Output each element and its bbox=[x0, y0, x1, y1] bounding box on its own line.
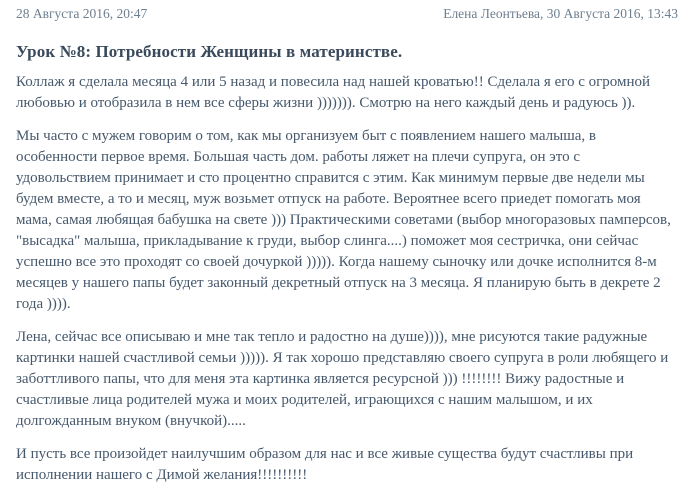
paragraph-2: Мы часто с мужем говорим о том, как мы организуем быт с появлением нашего малыша, в особенности первое время. Большая часть дом. работы ляжет на плечи супруга, он это с удовольствием принимает и сто процентно справится с этим. Как минимум первые две недели мы будем вместе, а то и месяц, муж возьмет отпуск на работе. Вероятнее всего приедет помогать моя мама, самая любящая бабушка на свете ))) Практическими советами (выбор многоразовых памперсов, "высадка" малыша, прикладывание к груди, выбор слинга....) поможет моя сестричка, они сейчас успешно все это проходят со своей дочуркой ))))). Когда нашему сыночку или дочке исполнится 8-м месяцев у нашего папы будет законный декретный отпуск на 3 месяца. Я планирую быть в декрете 2 года )))). bbox=[16, 128, 671, 312]
paragraph-3: Лена, сейчас все описываю и мне так тепло и радостно на душе)))), мне рисуются такие радужные картинки нашей счастливой семьи ))))). Я так хорошо представляю своего супруга в роли любящего и заботтливого папы, что для меня эта картинка является ресурсной ))) !!!!!!!! Вижу радостные и счастливые лица родителей мужа и моих родителей, играющихся с нашим малышом, и их долгожданным внуком (внучкой)..... bbox=[16, 329, 669, 429]
reply-meta: Елена Леонтьева, 30 Августа 2016, 13:43 bbox=[443, 6, 678, 21]
post-date: 28 Августа 2016, 20:47 bbox=[16, 6, 148, 21]
paragraph-4: И пусть все произойдет наилучшим образом для нас и все живые существа будут счастливы при исполнении нашего с Димой желания!!!!!!!!!! bbox=[16, 446, 634, 483]
post-content bbox=[0, 42, 692, 486]
page-title: Урок №8: Потребности Женщины в материнстве. bbox=[16, 42, 403, 61]
post-meta-bar bbox=[0, 0, 692, 28]
paragraph-1: Коллаж я сделала месяца 4 или 5 назад и повесила над нашей кроватью!! Сделала я его с огромной любовью и отобразила в нем все сферы жизни ))))))). Смотрю на него каждый день и радуюсь )). bbox=[16, 74, 651, 111]
